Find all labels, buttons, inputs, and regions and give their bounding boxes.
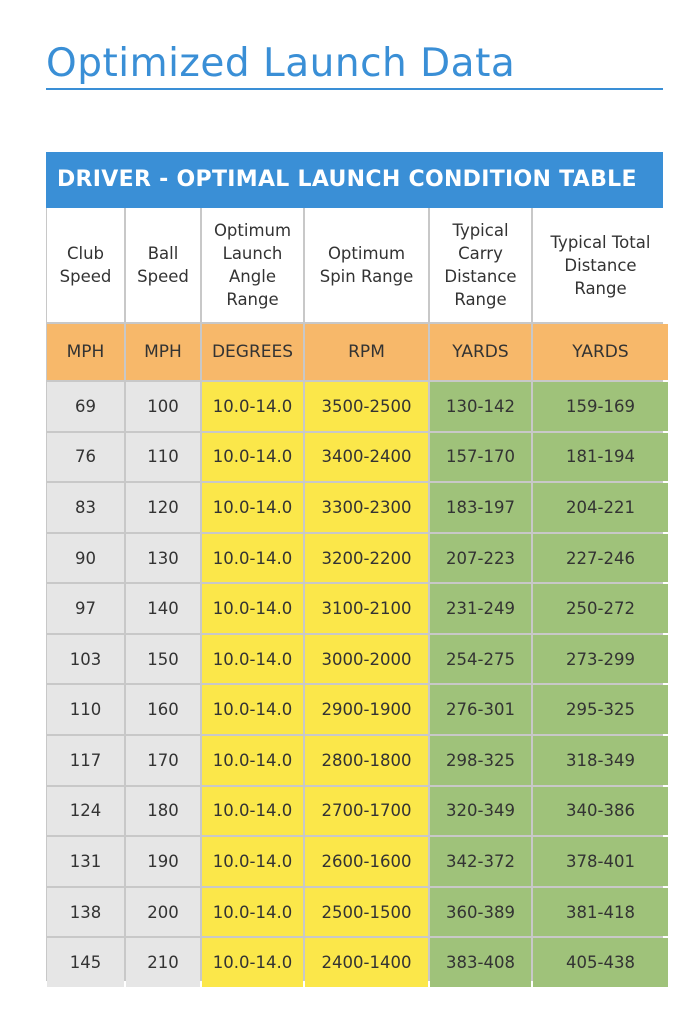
table-cell-ball-speed: 200 [126, 888, 200, 937]
table-cell-ball-speed: 190 [126, 837, 200, 886]
table-cell-ball-speed: 150 [126, 635, 200, 684]
unit-header-ball-speed: MPH [126, 324, 200, 380]
table-cell-spin-range: 2800-1800 [305, 736, 428, 785]
table-cell-club-speed: 76 [47, 433, 124, 482]
table-cell-total-distance: 378-401 [533, 837, 668, 886]
table-cell-launch-angle: 10.0-14.0 [202, 534, 303, 583]
table-cell-spin-range: 2500-1500 [305, 888, 428, 937]
table-cell-launch-angle: 10.0-14.0 [202, 382, 303, 431]
table-cell-total-distance: 227-246 [533, 534, 668, 583]
table-cell-club-speed: 103 [47, 635, 124, 684]
table-cell-club-speed: 90 [47, 534, 124, 583]
table-cell-club-speed: 83 [47, 483, 124, 532]
table-cell-carry-distance: 254-275 [430, 635, 531, 684]
table-cell-launch-angle: 10.0-14.0 [202, 584, 303, 633]
table-cell-ball-speed: 120 [126, 483, 200, 532]
table-cell-total-distance: 295-325 [533, 685, 668, 734]
column-header-spin-range: Optimum Spin Range [305, 208, 428, 322]
table-cell-total-distance: 318-349 [533, 736, 668, 785]
table-cell-carry-distance: 183-197 [430, 483, 531, 532]
table-cell-carry-distance: 383-408 [430, 938, 531, 987]
table-cell-carry-distance: 360-389 [430, 888, 531, 937]
table-cell-spin-range: 3500-2500 [305, 382, 428, 431]
table-cell-total-distance: 159-169 [533, 382, 668, 431]
title-divider [46, 88, 663, 90]
table-cell-spin-range: 2700-1700 [305, 787, 428, 836]
table-cell-spin-range: 2600-1600 [305, 837, 428, 886]
table-cell-spin-range: 3300-2300 [305, 483, 428, 532]
table-cell-carry-distance: 298-325 [430, 736, 531, 785]
table-cell-ball-speed: 210 [126, 938, 200, 987]
unit-header-club-speed: MPH [47, 324, 124, 380]
table-grid [46, 208, 663, 981]
table-cell-club-speed: 69 [47, 382, 124, 431]
table-cell-carry-distance: 276-301 [430, 685, 531, 734]
table-cell-ball-speed: 130 [126, 534, 200, 583]
table-cell-total-distance: 204-221 [533, 483, 668, 532]
unit-header-launch-angle: DEGREES [202, 324, 303, 380]
table-cell-carry-distance: 231-249 [430, 584, 531, 633]
column-header-ball-speed: Ball Speed [126, 208, 200, 322]
table-cell-club-speed: 131 [47, 837, 124, 886]
table-cell-launch-angle: 10.0-14.0 [202, 635, 303, 684]
unit-header-carry-distance: YARDS [430, 324, 531, 380]
table-cell-club-speed: 117 [47, 736, 124, 785]
table-cell-launch-angle: 10.0-14.0 [202, 938, 303, 987]
table-cell-spin-range: 3100-2100 [305, 584, 428, 633]
table-cell-spin-range: 3000-2000 [305, 635, 428, 684]
column-header-club-speed: Club Speed [47, 208, 124, 322]
column-header-launch-angle: Optimum Launch Angle Range [202, 208, 303, 322]
table-cell-carry-distance: 130-142 [430, 382, 531, 431]
page-title: Optimized Launch Data [46, 41, 516, 86]
table-cell-launch-angle: 10.0-14.0 [202, 433, 303, 482]
table-cell-carry-distance: 320-349 [430, 787, 531, 836]
table-cell-ball-speed: 100 [126, 382, 200, 431]
table-cell-carry-distance: 207-223 [430, 534, 531, 583]
table-cell-total-distance: 405-438 [533, 938, 668, 987]
launch-table [46, 152, 663, 981]
table-cell-club-speed: 110 [47, 685, 124, 734]
table-cell-carry-distance: 342-372 [430, 837, 531, 886]
table-cell-club-speed: 97 [47, 584, 124, 633]
table-title: DRIVER - OPTIMAL LAUNCH CONDITION TABLE [46, 152, 663, 208]
table-cell-spin-range: 3400-2400 [305, 433, 428, 482]
table-cell-total-distance: 381-418 [533, 888, 668, 937]
unit-header-spin-range: RPM [305, 324, 428, 380]
table-cell-launch-angle: 10.0-14.0 [202, 736, 303, 785]
table-cell-launch-angle: 10.0-14.0 [202, 685, 303, 734]
table-cell-total-distance: 340-386 [533, 787, 668, 836]
table-cell-club-speed: 124 [47, 787, 124, 836]
table-cell-launch-angle: 10.0-14.0 [202, 483, 303, 532]
table-cell-ball-speed: 110 [126, 433, 200, 482]
table-cell-ball-speed: 170 [126, 736, 200, 785]
table-cell-launch-angle: 10.0-14.0 [202, 888, 303, 937]
table-cell-spin-range: 2900-1900 [305, 685, 428, 734]
table-cell-ball-speed: 180 [126, 787, 200, 836]
table-cell-club-speed: 145 [47, 938, 124, 987]
table-cell-total-distance: 181-194 [533, 433, 668, 482]
column-header-total-distance: Typical Total Distance Range [533, 208, 668, 322]
table-cell-carry-distance: 157-170 [430, 433, 531, 482]
table-cell-club-speed: 138 [47, 888, 124, 937]
table-cell-ball-speed: 160 [126, 685, 200, 734]
table-cell-launch-angle: 10.0-14.0 [202, 837, 303, 886]
table-cell-spin-range: 2400-1400 [305, 938, 428, 987]
table-cell-total-distance: 273-299 [533, 635, 668, 684]
table-cell-ball-speed: 140 [126, 584, 200, 633]
table-cell-total-distance: 250-272 [533, 584, 668, 633]
table-cell-launch-angle: 10.0-14.0 [202, 787, 303, 836]
column-header-carry-distance: Typical Carry Distance Range [430, 208, 531, 322]
table-cell-spin-range: 3200-2200 [305, 534, 428, 583]
unit-header-total-distance: YARDS [533, 324, 668, 380]
